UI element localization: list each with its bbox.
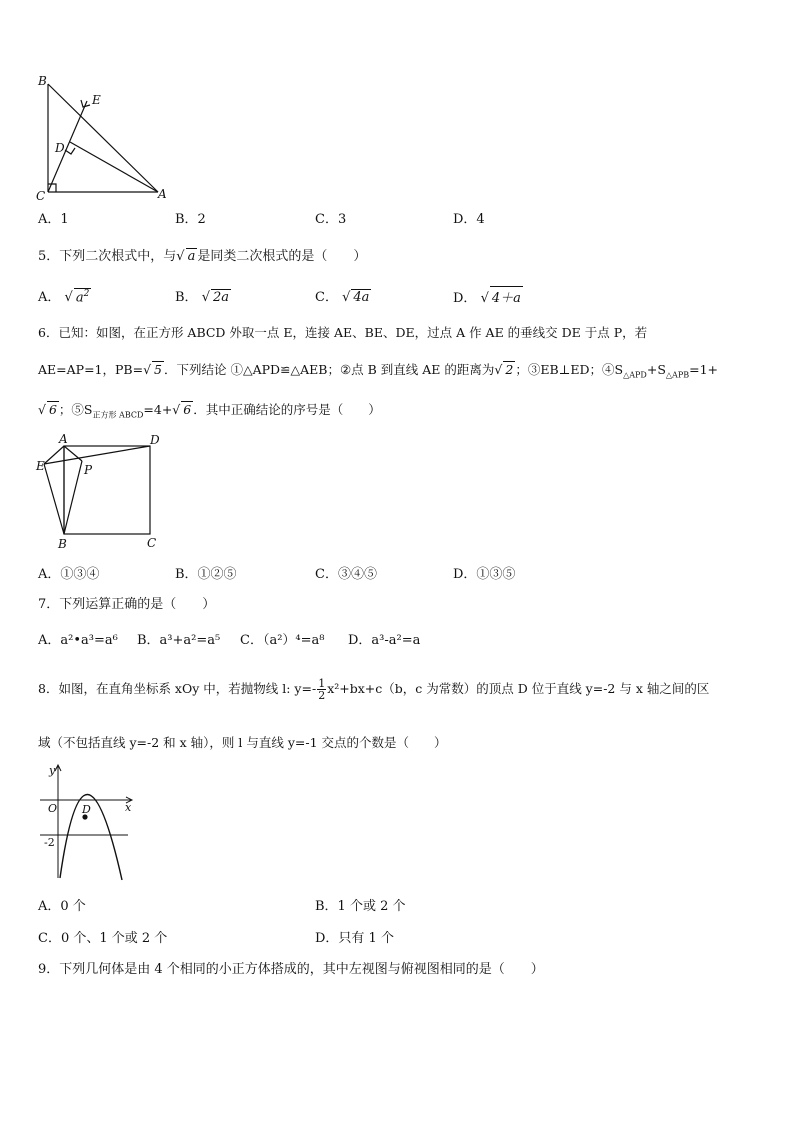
q7-stem: 7．下列运算正确的是（ ） (38, 597, 216, 612)
label-d: D (55, 141, 65, 155)
line-ed (44, 446, 150, 464)
square-figure (30, 430, 170, 552)
label-a: A (158, 187, 167, 201)
q6-option-c[interactable]: C．③④⑤ (315, 567, 377, 582)
triangle-figure (30, 70, 175, 205)
label-o: O (48, 802, 58, 815)
q7-option-d[interactable]: D．a³-a²=a (348, 633, 421, 648)
q4-option-a[interactable]: A．1 (38, 212, 69, 227)
line-eb (44, 464, 64, 534)
label-c: C (36, 189, 46, 203)
q4-option-c[interactable]: C．3 (315, 212, 347, 227)
q4-option-d[interactable]: D．4 (453, 212, 485, 227)
q5-option-b[interactable]: B． √ 2a (175, 290, 230, 305)
line-ce (48, 101, 87, 192)
q6-option-b[interactable]: B．①②⑤ (175, 567, 237, 582)
line-pb (64, 461, 82, 534)
q7-option-c[interactable]: C．（a²）⁴=a⁸ (240, 633, 325, 648)
q6-option-a[interactable]: A．①③④ (38, 567, 100, 582)
q5-option-a[interactable]: A． √ $a^2$ (38, 288, 90, 305)
label-minus-2: -2 (44, 836, 55, 849)
q7-option-b[interactable]: B．a³+a²=a⁵ (137, 633, 221, 648)
label-e: E (36, 459, 45, 473)
q8-stem-line2: 域（不包括直线 y=-2 和 x 轴），则 l 与直线 y=-1 交点的个数是（ ） (38, 735, 447, 750)
q8-option-a[interactable]: A．0 个 (38, 899, 86, 914)
label-d: D (150, 433, 160, 447)
q5-option-c[interactable]: C． √ 4a (315, 290, 370, 305)
label-a: A (59, 432, 68, 446)
q7-option-a[interactable]: A．a²•a³=a⁶ (38, 633, 118, 648)
q6-stem-line2: AE=AP=1，PB=√ 5 ．下列结论 ①△APD≌△AEB；②点 B 到直线 AE 的距离为√ 2 ；③EB⊥ED；$④S_{\triangle APD}+S_{\triangle APB}=1+$ (38, 362, 718, 380)
q8-stem-line1: 8．如图，在直角坐标系 xOy 中，若抛物线 l: y=- $\frac{1}{2}$ x²+bx+c（b，c 为常数）的顶点 D 位于直线 y=-2 与 x 轴之间的区 (38, 677, 710, 702)
label-c: C (147, 536, 157, 550)
q6-stem-line3: √ 6 ；$⑤S_{正方形 ABCD}=4+√$ 6 ．其中正确结论的序号是（ ） (38, 402, 381, 420)
label-b: B (58, 537, 67, 551)
q8-option-c[interactable]: C．0 个、1 个或 2 个 (38, 931, 168, 946)
q6-option-d[interactable]: D．①③⑤ (453, 567, 516, 582)
q6-stem-line1: 6．已知：如图，在正方形 ABCD 外取一点 E，连接 AE、BE、DE，过点 A 作 AE 的垂线交 DE 于点 P，若 (38, 325, 648, 340)
parabola-figure (36, 760, 146, 884)
q5-stem: 5．下列二次根式中，与√ a 是同类二次根式的是（ ） (38, 249, 367, 264)
q8-option-b[interactable]: B．1 个或 2 个 (315, 899, 406, 914)
q4-option-b[interactable]: B．2 (175, 212, 206, 227)
q9-stem: 9．下列几何体是由 4 个相同的小正方体搭成的，其中左视图与俯视图相同的是（ ） (38, 962, 544, 977)
line-ba (48, 84, 158, 192)
label-p: P (84, 463, 93, 477)
square-abcd (64, 446, 150, 534)
label-b: B (38, 74, 47, 88)
label-x: x (125, 801, 132, 814)
label-d: D (82, 803, 91, 816)
label-y: y (49, 764, 56, 777)
parabola-curve (60, 794, 122, 880)
q8-option-d[interactable]: D．只有 1 个 (315, 931, 394, 946)
q5-option-d[interactable]: D． √ 4＋a (453, 286, 523, 306)
label-e: E (92, 93, 101, 107)
